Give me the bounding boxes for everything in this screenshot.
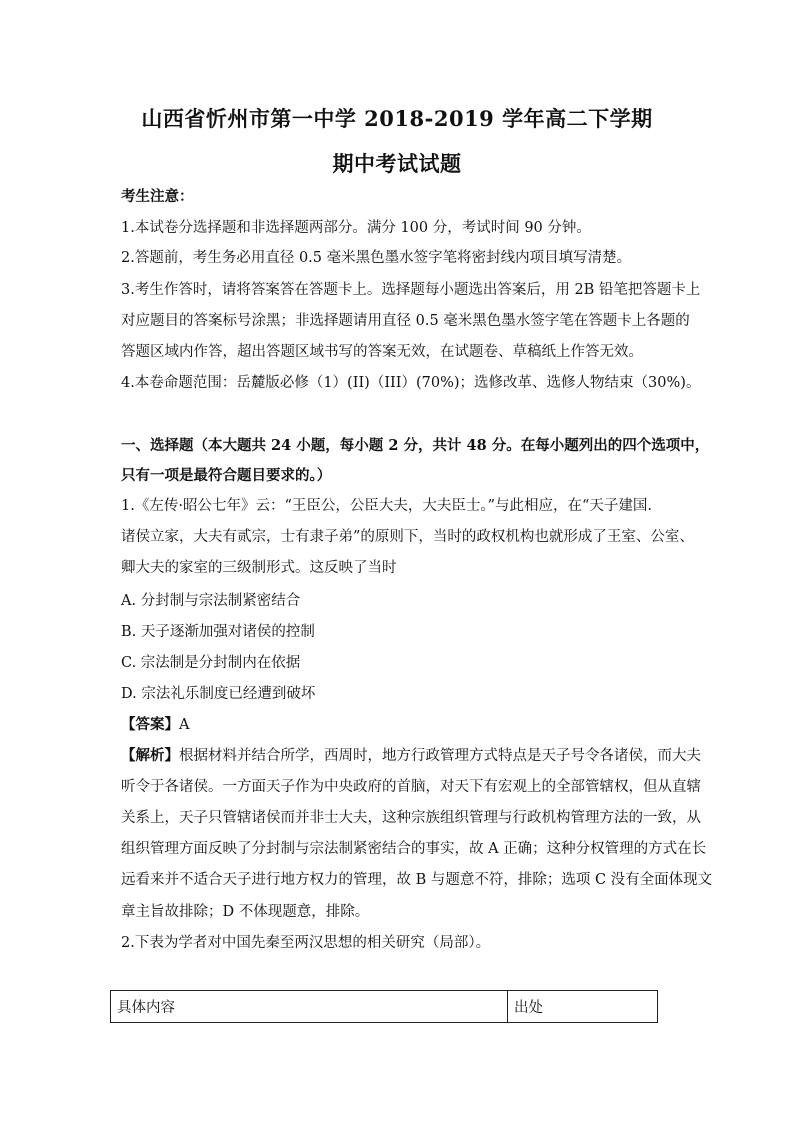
question-stem-line: 卿大夫的家室的三级制形式。这反映了当时 [121,560,397,576]
analysis-text: 根据材料并结合所学，西周时，地方行政管理方式特点是天子号令各诸侯，而大夫 [179,748,701,764]
option-c: C. 宗法制是分封制内在依据 [121,655,301,671]
analysis-line [121,746,701,766]
question-2-stem: 2.下表为学者对中国先秦至两汉思想的相关研究（局部）。 [121,935,491,951]
analysis-line: 听令于各诸侯。一方面天子作为中央政府的首脑，对天下有宏观上的全部管辖权，但从直辖 [121,779,701,795]
option-b: B. 天子逐渐加强对诸侯的控制 [121,624,315,640]
analysis-line: 章主旨故排除；D 不体现题意，排除。 [121,904,370,920]
notice-item: 2.答题前，考生务必用直径 0.5 毫米黑色墨水签字笔将密封线内项目填写清楚。 [121,250,632,266]
section-heading-cont: 只有一项是最符合题目要求的。） [121,467,332,484]
notice-item: 4.本卷命题范围：岳麓版必修（1）(II)（III）(70%)；选修改革、选修人物结束（30%)。 [121,375,701,391]
answer-tag: 【答案】 [121,716,179,733]
table-header-row [111,991,658,1023]
option-a: A. 分封制与宗法制紧密结合 [121,593,301,609]
answer-line [121,715,681,735]
analysis-tag: 【解析】 [121,747,179,764]
notice-item: 1.本试卷分选择题和非选择题两部分。满分 100 分，考试时间 90 分钟。 [121,220,591,236]
question-stem-line: 诸侯立家，大夫有贰宗，士有隶子弟”的原则下，当时的政权机构也就形成了王室、公室、 [121,529,694,545]
notice-item: 对应题目的答案标号涂黑；非选择题请用直径 0.5 毫米黑色墨水签字笔在答题卡上各题的 [121,313,690,329]
notice-item: 答题区域内作答，超出答题区域书写的答案无效，在试题卷、草稿纸上作答无效。 [121,344,643,360]
option-d: D. 宗法礼乐制度已经遭到破坏 [121,686,316,702]
question-stem-line: 1.《左传·昭公七年》云：“王臣公，公臣大夫，大夫臣士。”与此相应，在“天子建国. [121,498,653,514]
exam-subtitle: 期中考试试题 [332,151,462,176]
exam-title: 山西省忻州市第一中学 2018-2019 学年高二下学期 [141,106,653,131]
table-header-content: 具体内容 [111,991,508,1023]
section-heading: 一、选择题（本大题共 24 小题，每小题 2 分，共计 48 分。在每小题列出的四个选项中， [121,437,710,454]
notice-item: 3.考生作答时，请将答案答在答题卡上。选择题每小题选出答案后，用 2B 铅笔把答题卡上 [121,282,701,298]
source-table [110,990,658,1023]
analysis-line: 远看来并不适合天子进行地方权力的管理，故 B 与题意不符，排除；选项 C 没有全面体现文 [121,872,713,888]
analysis-line: 组织管理方面反映了分封制与宗法制紧密结合的事实，故 A 正确；这种分权管理的方式在长 [121,841,707,857]
analysis-line: 关系上，天子只管辖诸侯而并非士大夫，这种宗族组织管理与行政机构管理方法的一致，从 [121,810,701,826]
table-header-source: 出处 [508,991,658,1023]
answer-value: A [179,717,190,733]
notice-heading: 考生注意： [121,188,194,205]
